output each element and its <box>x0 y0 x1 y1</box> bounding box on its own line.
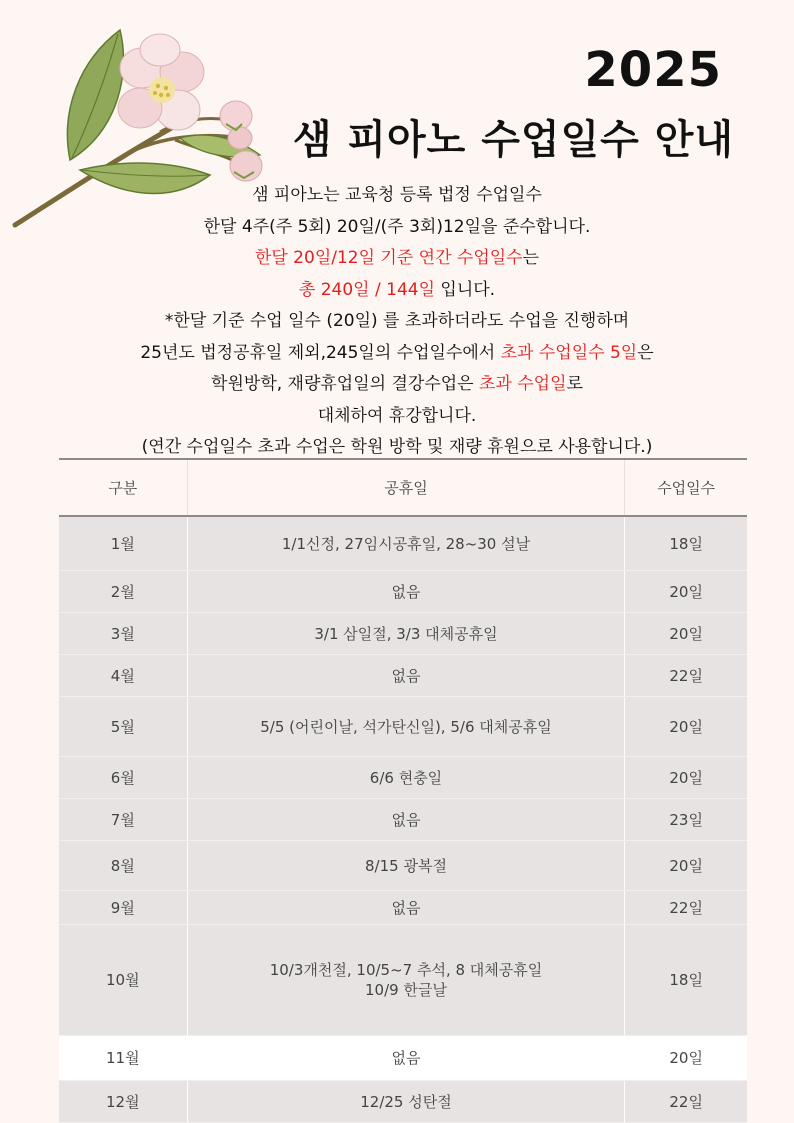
intro-line-7 <box>0 369 794 401</box>
month-cell: 4월 <box>110 666 135 685</box>
month-cell: 7월 <box>110 810 135 829</box>
table-header-row <box>59 460 747 517</box>
holiday-cell: 6/6 현충일 <box>187 757 626 798</box>
schedule-table <box>59 458 747 1123</box>
days-cell: 20일 <box>669 768 703 787</box>
days-cell: 22일 <box>669 666 703 685</box>
days-cell: 23일 <box>669 810 703 829</box>
intro-line-6 <box>0 338 794 370</box>
month-cell: 1월 <box>110 534 135 553</box>
month-cell: 9월 <box>110 898 135 917</box>
intro-text <box>0 180 794 464</box>
days-cell: 22일 <box>669 898 703 917</box>
intro-line-3-suffix: 는 <box>522 248 540 268</box>
holiday-cell <box>187 925 626 1035</box>
intro-line-2: 한달 4주(주 5회) 20일/(주 3회)12일을 준수합니다. <box>203 216 591 237</box>
intro-line-1: 샘 피아노는 교육청 등록 법정 수업일수 <box>252 185 542 205</box>
table-row <box>59 1081 747 1123</box>
days-cell: 20일 <box>669 1049 703 1067</box>
month-cell: 5월 <box>110 717 135 736</box>
intro-line-6-highlight: 초과 수업일수 5일 <box>500 342 638 363</box>
holiday-cell: 5/5 (어린이날, 석가탄신일), 5/6 대체공휴일 <box>187 697 626 756</box>
header-class-days: 수업일수 <box>657 478 716 497</box>
intro-line-3-highlight: 한달 20일/12일 기준 연간 수업일수 <box>254 248 523 268</box>
intro-line-7-highlight: 초과 수업일 <box>479 374 567 394</box>
table-row <box>59 841 747 891</box>
days-cell: 20일 <box>669 624 703 643</box>
intro-line-6-prefix: 25년도 법정공휴일 제외,245일의 수업일수에서 <box>140 342 501 363</box>
holiday-cell: 없음 <box>187 655 626 696</box>
table-row <box>59 1036 747 1081</box>
holiday-cell: 12/25 성탄절 <box>187 1081 626 1122</box>
holiday-cell: 8/15 광복절 <box>187 841 626 890</box>
intro-line-8: 대체하여 휴강합니다. <box>317 405 477 426</box>
days-cell: 22일 <box>669 1092 703 1111</box>
table-row <box>59 697 747 757</box>
intro-line-6-suffix: 은 <box>637 342 654 363</box>
month-cell: 10월 <box>106 971 140 989</box>
table-row <box>59 757 747 799</box>
month-cell: 8월 <box>110 856 135 875</box>
days-cell: 20일 <box>669 717 703 736</box>
holiday-cell: 없음 <box>187 1036 626 1080</box>
table-row <box>59 613 747 655</box>
days-cell: 20일 <box>669 856 703 875</box>
intro-line-5: *한달 기준 수업 일수 (20일) 를 초과하더라도 수업을 진행하며 <box>164 311 630 331</box>
holiday-line-1: 10/3개천절, 10/5~7 추석, 8 대체공휴일 <box>269 961 543 979</box>
holiday-cell: 없음 <box>187 891 626 924</box>
month-cell: 3월 <box>110 624 135 643</box>
intro-line-7-prefix: 학원방학, 재량휴업일의 결강수업은 <box>211 374 479 394</box>
page-title: 샘 피아노 수업일수 안내 <box>292 117 734 163</box>
intro-line-4-suffix: 입니다. <box>435 279 496 300</box>
year-heading: 2025 <box>584 42 722 98</box>
header-holidays: 공휴일 <box>187 460 626 515</box>
holiday-line-2: 10/9 한글날 <box>365 981 447 999</box>
holiday-cell: 3/1 삼일절, 3/3 대체공휴일 <box>187 613 626 654</box>
intro-line-3 <box>0 243 794 275</box>
table-row <box>59 925 747 1036</box>
intro-line-4 <box>0 275 794 307</box>
month-cell: 2월 <box>110 582 135 601</box>
intro-line-9: (연간 수업일수 초과 수업은 학원 방학 및 재량 휴원으로 사용합니다.) <box>141 437 653 457</box>
days-cell: 20일 <box>669 582 703 601</box>
table-row <box>59 655 747 697</box>
month-cell: 11월 <box>106 1049 140 1067</box>
month-cell: 6월 <box>110 768 135 787</box>
table-row <box>59 799 747 841</box>
table-row <box>59 571 747 613</box>
days-cell: 18일 <box>669 971 703 989</box>
intro-line-7-suffix: 로 <box>566 374 583 394</box>
holiday-lines <box>270 960 543 1000</box>
holiday-cell: 없음 <box>187 799 626 840</box>
month-cell: 12월 <box>106 1092 140 1111</box>
holiday-cell: 1/1신정, 27임시공휴일, 28~30 설날 <box>187 517 626 570</box>
holiday-cell: 없음 <box>187 571 626 612</box>
intro-line-4-highlight: 총 240일 / 144일 <box>298 279 436 300</box>
days-cell: 18일 <box>669 534 703 553</box>
table-row <box>59 891 747 925</box>
table-row <box>59 517 747 571</box>
header-category: 구분 <box>108 478 138 497</box>
